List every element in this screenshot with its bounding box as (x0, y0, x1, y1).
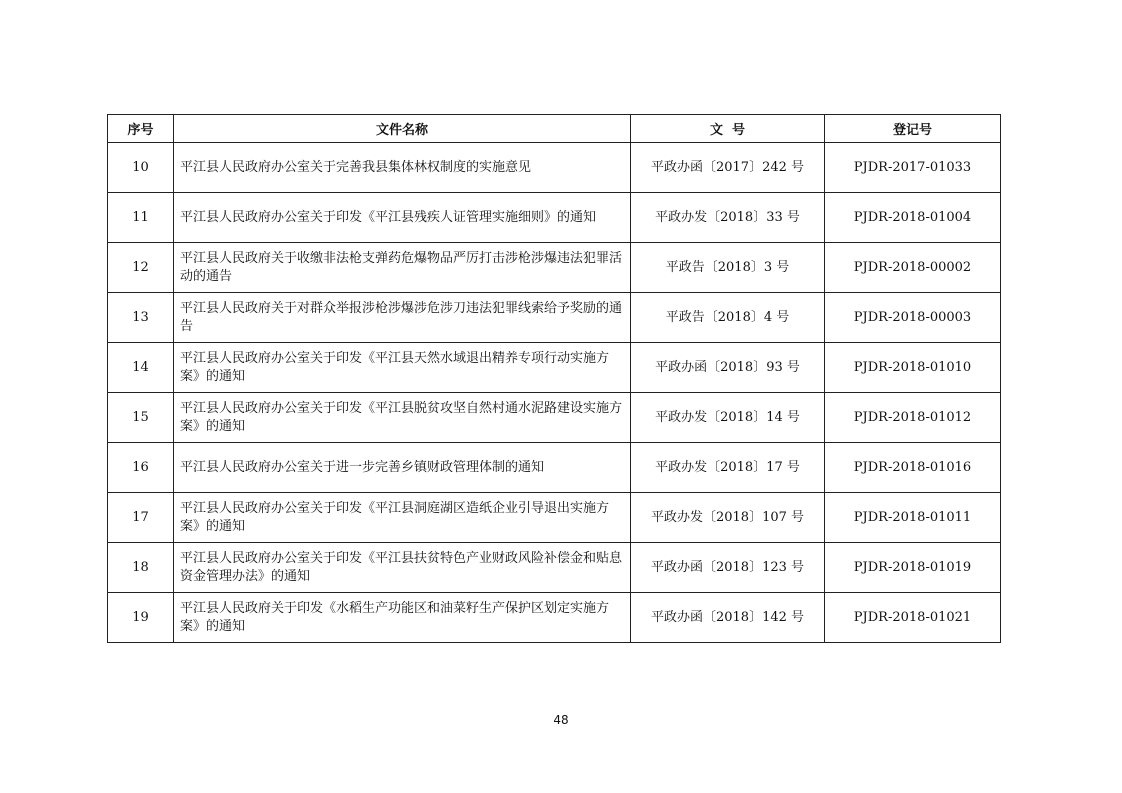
table-header-row (108, 115, 1001, 143)
table-row (108, 343, 1001, 393)
row-doc-no: 平政办发〔2018〕107 号 (631, 493, 825, 543)
header-seq: 序号 (108, 115, 174, 143)
row-doc-no: 平政办发〔2018〕33 号 (631, 193, 825, 243)
row-title: 平江县人民政府办公室关于印发《平江县天然水域退出精养专项行动实施方案》的通知 (174, 343, 631, 393)
row-doc-no: 平政办发〔2018〕17 号 (631, 443, 825, 493)
row-seq: 13 (108, 293, 174, 343)
table-row (108, 593, 1001, 643)
row-seq: 19 (108, 593, 174, 643)
table-row (108, 543, 1001, 593)
row-reg-no: PJDR-2018-01019 (825, 543, 1001, 593)
row-reg-no: PJDR-2018-01012 (825, 393, 1001, 443)
row-reg-no: PJDR-2018-01011 (825, 493, 1001, 543)
row-reg-no: PJDR-2018-01004 (825, 193, 1001, 243)
table-row (108, 393, 1001, 443)
row-reg-no: PJDR-2018-00002 (825, 243, 1001, 293)
row-title: 平江县人民政府办公室关于印发《平江县洞庭湖区造纸企业引导退出实施方案》的通知 (174, 493, 631, 543)
row-title: 平江县人民政府办公室关于印发《平江县扶贫特色产业财政风险补偿金和贴息资金管理办法》的通知 (174, 543, 631, 593)
table-row (108, 243, 1001, 293)
row-title: 平江县人民政府关于印发《水稻生产功能区和油菜籽生产保护区划定实施方案》的通知 (174, 593, 631, 643)
row-doc-no: 平政办函〔2018〕123 号 (631, 543, 825, 593)
row-doc-no: 平政办函〔2018〕93 号 (631, 343, 825, 393)
page-number: 48 (553, 713, 569, 727)
row-seq: 16 (108, 443, 174, 493)
row-reg-no: PJDR-2018-00003 (825, 293, 1001, 343)
row-title: 平江县人民政府关于对群众举报涉枪涉爆涉危涉刀违法犯罪线索给予奖励的通告 (174, 293, 631, 343)
table-row (108, 493, 1001, 543)
row-reg-no: PJDR-2018-01010 (825, 343, 1001, 393)
row-doc-no: 平政告〔2018〕4 号 (631, 293, 825, 343)
row-seq: 12 (108, 243, 174, 293)
row-doc-no: 平政办函〔2017〕242 号 (631, 143, 825, 193)
row-reg-no: PJDR-2018-01016 (825, 443, 1001, 493)
table-row (108, 193, 1001, 243)
row-title: 平江县人民政府办公室关于完善我县集体林权制度的实施意见 (174, 143, 631, 193)
table-row (108, 443, 1001, 493)
row-title: 平江县人民政府办公室关于印发《平江县脱贫攻坚自然村通水泥路建设实施方案》的通知 (174, 393, 631, 443)
header-reg-no: 登记号 (825, 115, 1001, 143)
row-title: 平江县人民政府关于收缴非法枪支弹药危爆物品严厉打击涉枪涉爆违法犯罪活动的通告 (174, 243, 631, 293)
row-title: 平江县人民政府办公室关于进一步完善乡镇财政管理体制的通知 (174, 443, 631, 493)
row-reg-no: PJDR-2017-01033 (825, 143, 1001, 193)
row-doc-no: 平政告〔2018〕3 号 (631, 243, 825, 293)
row-title: 平江县人民政府办公室关于印发《平江县残疾人证管理实施细则》的通知 (174, 193, 631, 243)
table-row (108, 143, 1001, 193)
header-title: 文件名称 (174, 115, 631, 143)
row-seq: 11 (108, 193, 174, 243)
row-seq: 14 (108, 343, 174, 393)
table-body (108, 143, 1001, 643)
row-doc-no: 平政办发〔2018〕14 号 (631, 393, 825, 443)
row-doc-no: 平政办函〔2018〕142 号 (631, 593, 825, 643)
header-doc-no: 文 号 (631, 115, 825, 143)
row-seq: 10 (108, 143, 174, 193)
row-reg-no: PJDR-2018-01021 (825, 593, 1001, 643)
row-seq: 15 (108, 393, 174, 443)
document-table (107, 114, 1001, 643)
row-seq: 18 (108, 543, 174, 593)
row-seq: 17 (108, 493, 174, 543)
table-row (108, 293, 1001, 343)
